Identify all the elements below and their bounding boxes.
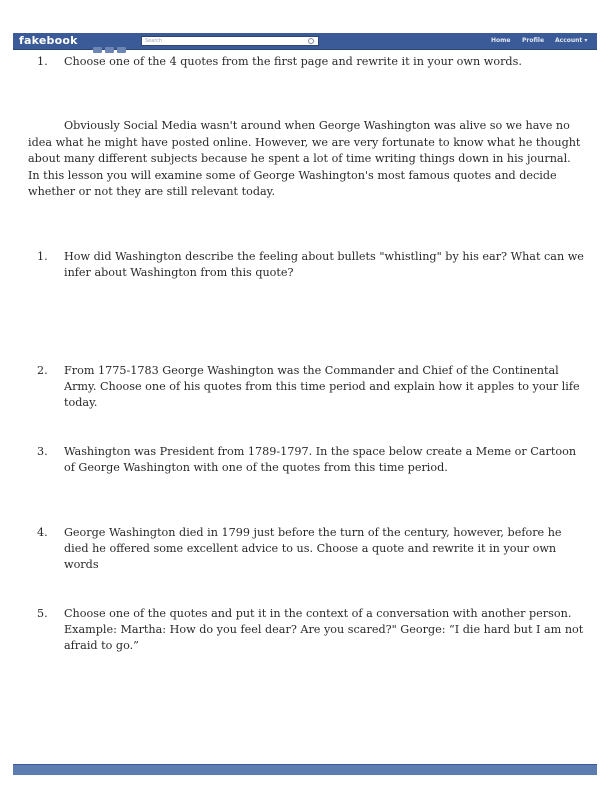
nav-profile-link[interactable]: Profile: [522, 37, 545, 44]
fakebook-logo[interactable]: fakebook: [19, 34, 78, 47]
notification-icons: [93, 38, 133, 44]
search-placeholder: Search: [145, 38, 163, 44]
question-text: Choose one of the quotes and put it in the context of a conversation with another person. Example: Martha: How do you feel dear? Are you scared?" George: “I die hard but I am not afraid to go.”: [64, 607, 584, 652]
messages-icon[interactable]: [105, 47, 114, 53]
question-number: 1.: [37, 55, 48, 68]
search-icon[interactable]: [308, 38, 314, 44]
fakebook-header-bar: [13, 33, 597, 50]
nav-home-link[interactable]: Home: [491, 37, 511, 44]
friend-requests-icon[interactable]: [93, 47, 102, 53]
notifications-icon[interactable]: [117, 47, 126, 53]
question-text: Washington was President from 1789-1797. In the space below create a Meme or Cartoon of George Washington with one of the quotes from this time period.: [64, 445, 577, 474]
question-number: 5.: [37, 607, 48, 620]
footer-bar: [13, 764, 597, 775]
search-input[interactable]: [141, 36, 319, 46]
question-number: 3.: [37, 445, 48, 458]
question-number: 1.: [37, 250, 48, 263]
question-number: 4.: [37, 526, 48, 539]
question-text: George Washington died in 1799 just before the turn of the century, however, before he died he offered some excellent advice to us. Choose a quote and rewrite it in your own words: [64, 526, 562, 571]
question-number: 2.: [37, 364, 48, 377]
question-text: From 1775-1783 George Washington was the Commander and Chief of the Continental Army. Choose one of his quotes from this time period and explain how it apples to your life today.: [64, 364, 580, 409]
question-text: Choose one of the 4 quotes from the first page and rewrite it in your own words.: [64, 55, 522, 68]
intro-paragraph: Obviously Social Media wasn't around when George Washington was alive so we have no idea what he might have posted online. However, we are very fortunate to know what he thought about many different subjects because he spent a lot of time writing things down in his journal. In this lesson you will examine some of George Washington's most famous quotes and decide whether or not they are still relevant today.: [28, 119, 581, 198]
question-text: How did Washington describe the feeling about bullets "whistling" by his ear? What can we infer about Washington from this quote?: [64, 250, 584, 279]
nav-account-menu[interactable]: Account ▾: [555, 37, 588, 44]
